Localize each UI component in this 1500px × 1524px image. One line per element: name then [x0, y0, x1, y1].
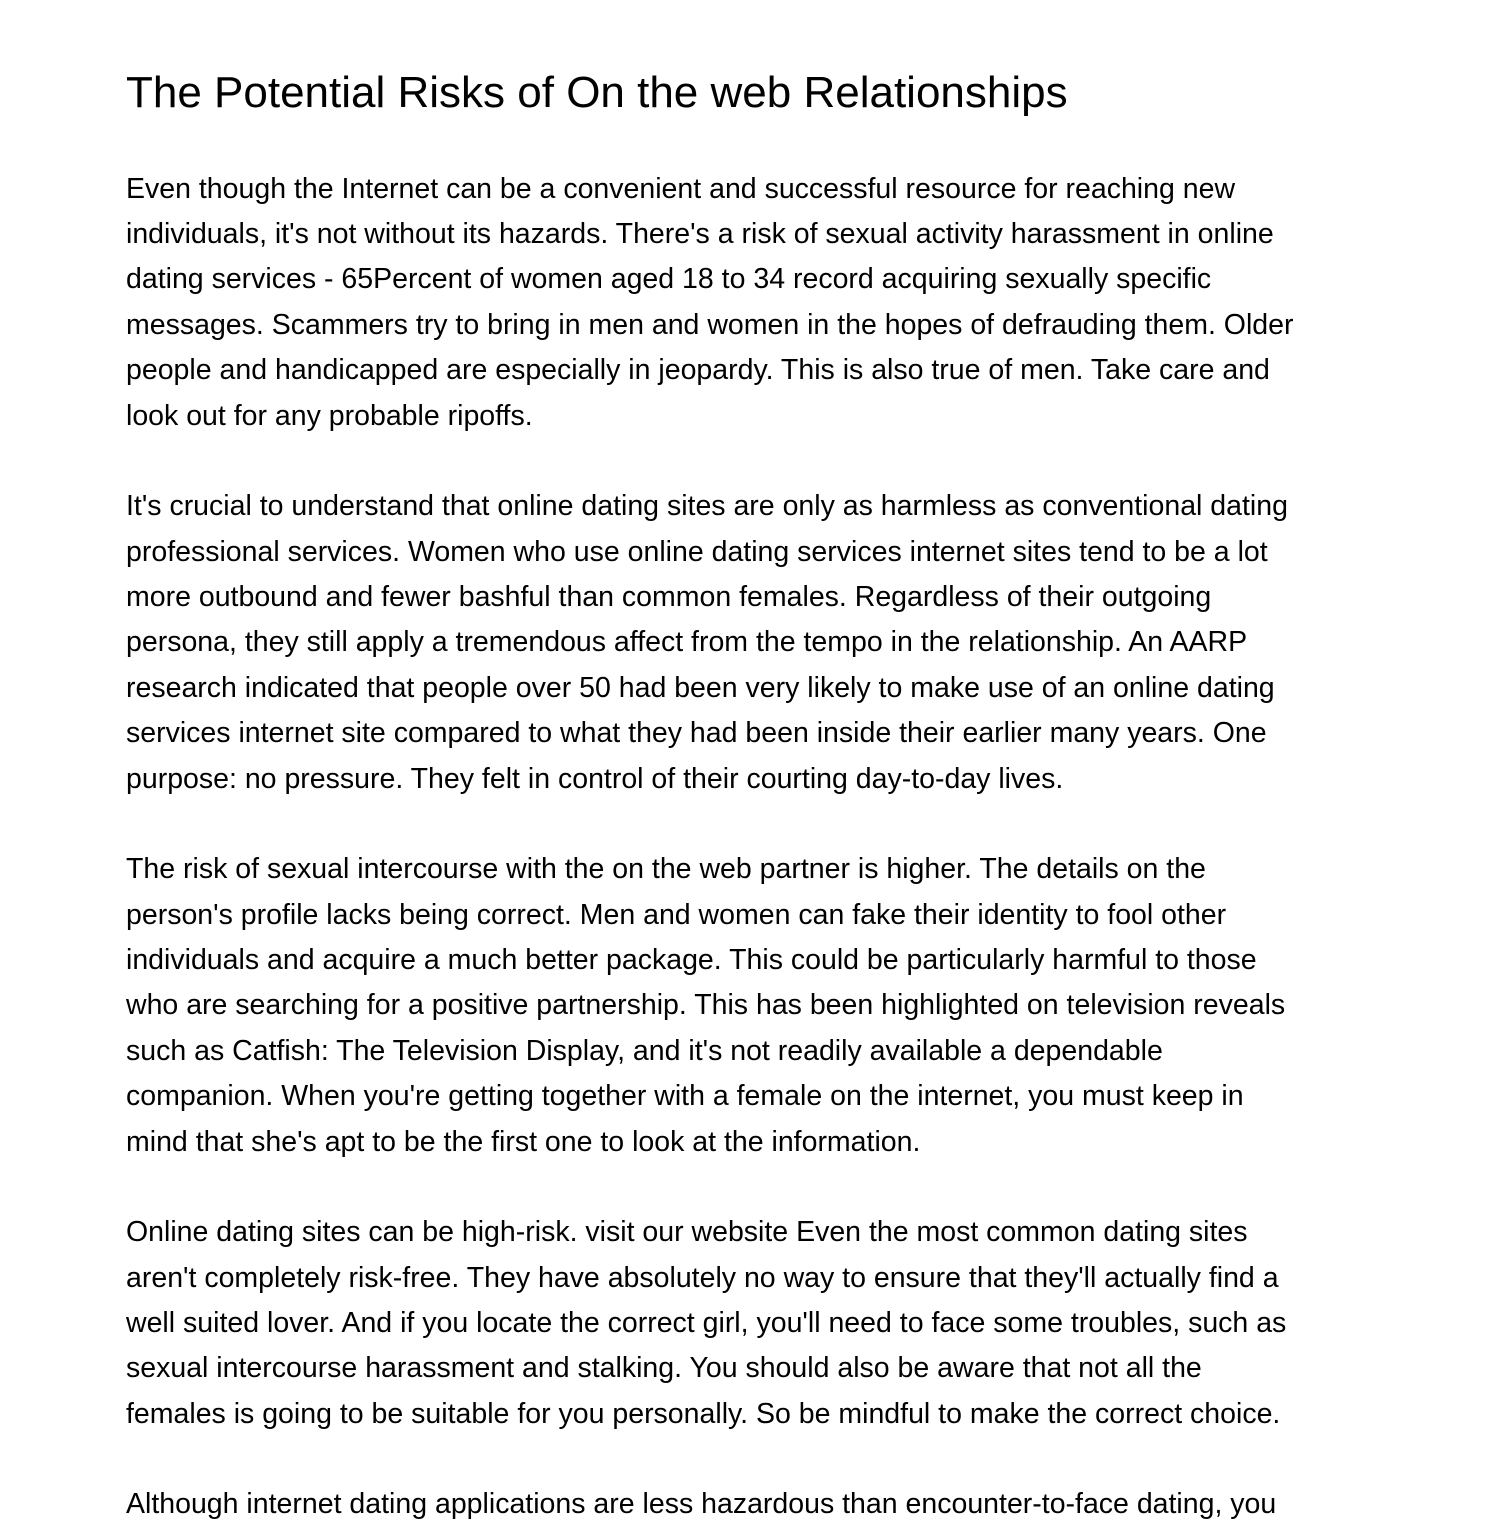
text-line: individuals and acquire a much better package. This could be particularly harmful to those: [126, 944, 1257, 976]
text-line: services internet site compared to what they had been inside their earlier many years. One: [126, 717, 1267, 749]
text-line: people and handicapped are especially in jeopardy. This is also true of men. Take care and: [126, 354, 1270, 386]
text-line: dating services - 65Percent of women aged 18 to 34 record acquiring sexually specific: [126, 263, 1212, 295]
text-line: mind that she's apt to be the first one to look at the information.: [126, 1126, 921, 1158]
text-line: females is going to be suitable for you personally. So be mindful to make the correct choice.: [126, 1398, 1281, 1430]
text-line: companion. When you're getting together with a female on the internet, you must keep in: [126, 1080, 1244, 1112]
text-line: more outbound and fewer bashful than common females. Regardless of their outgoing: [126, 581, 1212, 613]
text-line: It's crucial to understand that online dating sites are only as harmless as conventional dating: [126, 490, 1288, 522]
text-line: research indicated that people over 50 had been very likely to make use of an online dating: [126, 672, 1275, 704]
text-line: person's profile lacks being correct. Men and women can fake their identity to fool other: [126, 899, 1227, 931]
text-line: Although internet dating applications are less hazardous than encounter-to-face dating, you: [126, 1488, 1277, 1520]
text-line: well suited lover. And if you locate the correct girl, you'll need to face some troubles, such as: [126, 1307, 1287, 1339]
text-line: look out for any probable ripoffs.: [126, 400, 533, 432]
text-line: persona, they still apply a tremendous affect from the tempo in the relationship. An AARP: [126, 626, 1248, 658]
text-line: messages. Scammers try to bring in men and women in the hopes of defrauding them. Older: [126, 309, 1294, 341]
text-line: professional services. Women who use online dating services internet sites tend to be a lot: [126, 536, 1268, 568]
text-line: individuals, it's not without its hazards. There's a risk of sexual activity harassment in online: [126, 218, 1274, 250]
text-line: sexual intercourse harassment and stalking. You should also be aware that not all the: [126, 1352, 1202, 1384]
text-line: purpose: no pressure. They felt in control of their courting day-to-day lives.: [126, 763, 1064, 795]
page-title: The Potential Risks of On the web Relationships: [126, 68, 1068, 117]
text-line: The risk of sexual intercourse with the on the web partner is higher. The details on the: [126, 853, 1206, 885]
text-line: aren't completely risk-free. They have absolutely no way to ensure that they'll actually find a: [126, 1262, 1279, 1294]
text-line: such as Catfish: The Television Display, and it's not readily available a dependable: [126, 1035, 1163, 1067]
text-line: who are searching for a positive partnership. This has been highlighted on television reveals: [126, 989, 1286, 1021]
text-line: Even though the Internet can be a convenient and successful resource for reaching new: [126, 173, 1236, 205]
text-line: Online dating sites can be high-risk. visit our website Even the most common dating sites: [126, 1216, 1248, 1248]
